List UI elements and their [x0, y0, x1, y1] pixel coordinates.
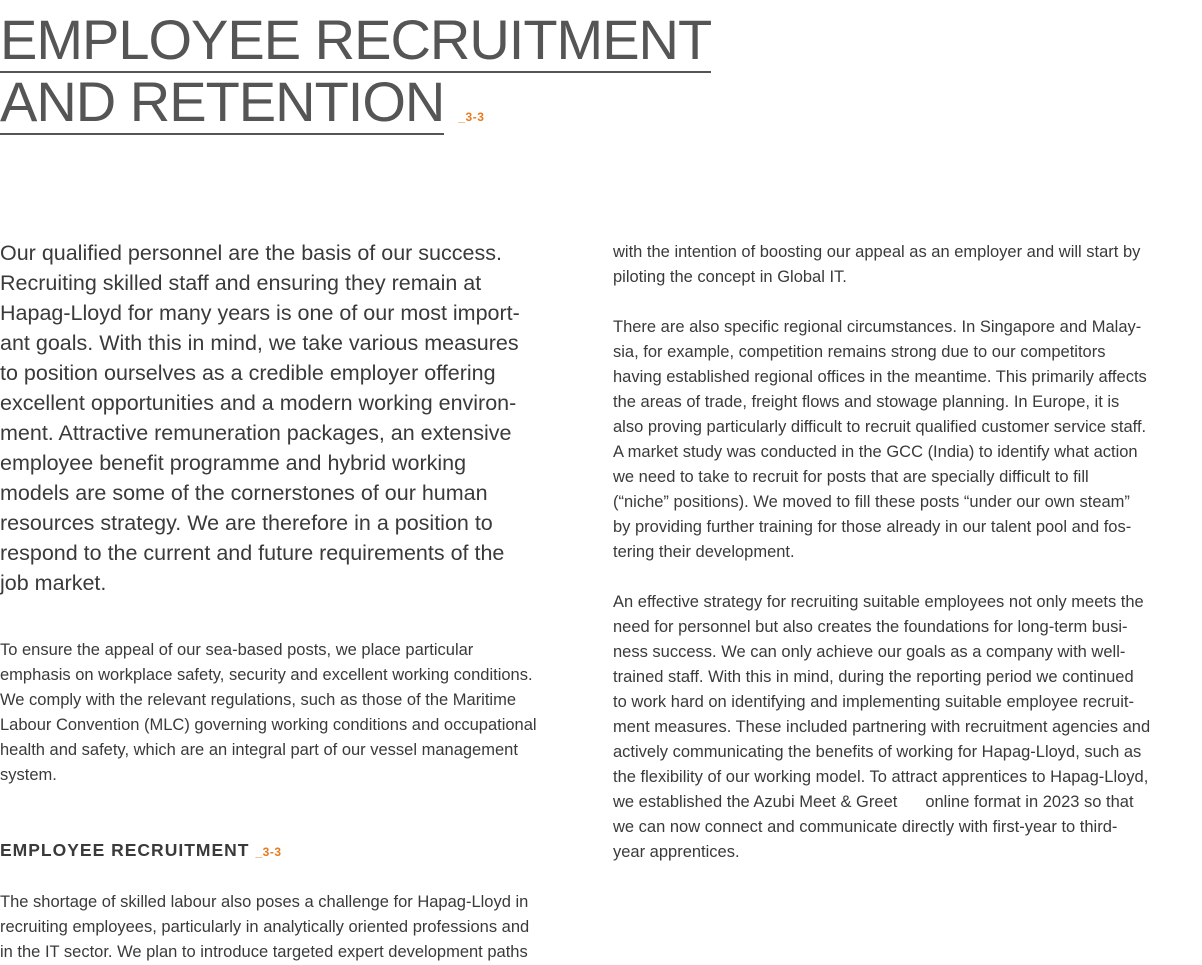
left-column	[0, 238, 592, 965]
page-title-text-2: AND RETENTION	[0, 70, 445, 133]
right-column	[613, 240, 1202, 865]
page-title-text-1: EMPLOYEE RECRUITMENT	[0, 8, 712, 71]
recruitment-strategy-paragraph	[613, 590, 1202, 865]
section-gri-reference: _3-3	[255, 845, 282, 859]
section-heading-employee-recruitment	[0, 838, 592, 865]
title-gri-reference: _3-3	[458, 110, 485, 124]
regional-circumstances-paragraph: There are also specific regional circumstances. In Singapore and Malay- sia, for example, competition remains strong due to our competitors having established regional offices in the meantime. This primarily affects the areas of trade, freight flows and stowage planning. In Europe, it is also proving particularly difficult to recruit qualified customer service staff. A market study was conducted in the GCC (India) to identify what action we need to take to recruit for posts that are specially difficult to fill (“niche” positions). We moved to fill these posts “under our own steam” by providing further training for those already in our talent pool and fos- tering their development.	[613, 318, 1147, 561]
sea-based-posts-paragraph: To ensure the appeal of our sea-based posts, we place particular emphasis on workplace safety, security and excellent working conditions. We comply with the relevant regulations, such as those of the Maritime Labour Convention (MLC) governing working conditions and occupational health and safety, which are an integral part of our vessel management system.	[0, 641, 537, 784]
intro-paragraph: Our qualified personnel are the basis of our success. Recruiting skilled staff and ensuring they remain at Hapag-Lloyd for many years is one of our most import- ant goals. With this in mind, we take various measures to position ourselves as a credible employer offering excellent opportunities and a modern working environ- ment. Attractive remuneration packages, an extensive employee benefit programme and hybrid working models are some of the cornerstones of our human resources strategy. We are therefore in a position to respond to the current and future requirements of the job market.	[0, 241, 520, 595]
recruitment-strategy-text-part-2: online format in 2023 so that we can now connect and communicate directly with first-year to third- year apprentices.	[613, 793, 1134, 861]
skilled-labour-paragraph: The shortage of skilled labour also poses a challenge for Hapag-Lloyd in recruiting employees, particularly in analytically oriented professions and in the IT sector. We plan to introduce targeted expert development paths	[0, 893, 530, 961]
continued-paragraph: with the intention of boosting our appeal as an employer and will start by piloting the concept in Global IT.	[613, 243, 1141, 286]
page-title-line-2	[0, 72, 484, 147]
recruitment-strategy-text-part-1: An effective strategy for recruiting suitable employees not only meets the need for personnel but also creates the foundations for long-term busi- ness success. We can only achieve our goals as a company with well- trained staff. With this in mind, during the reporting period we continued to work hard on identifying and implementing suitable employee recruit- ment measures. These included partnering with recruitment agencies and actively communicating the benefits of working for Hapag-Lloyd, such as the flexibility of our working model. To attract apprentices to Hapag-Lloyd, we established the Azubi Meet & Greet	[613, 593, 1151, 811]
page-title-line-1	[0, 10, 711, 73]
section-heading-text: EMPLOYEE RECRUITMENT	[0, 840, 250, 860]
